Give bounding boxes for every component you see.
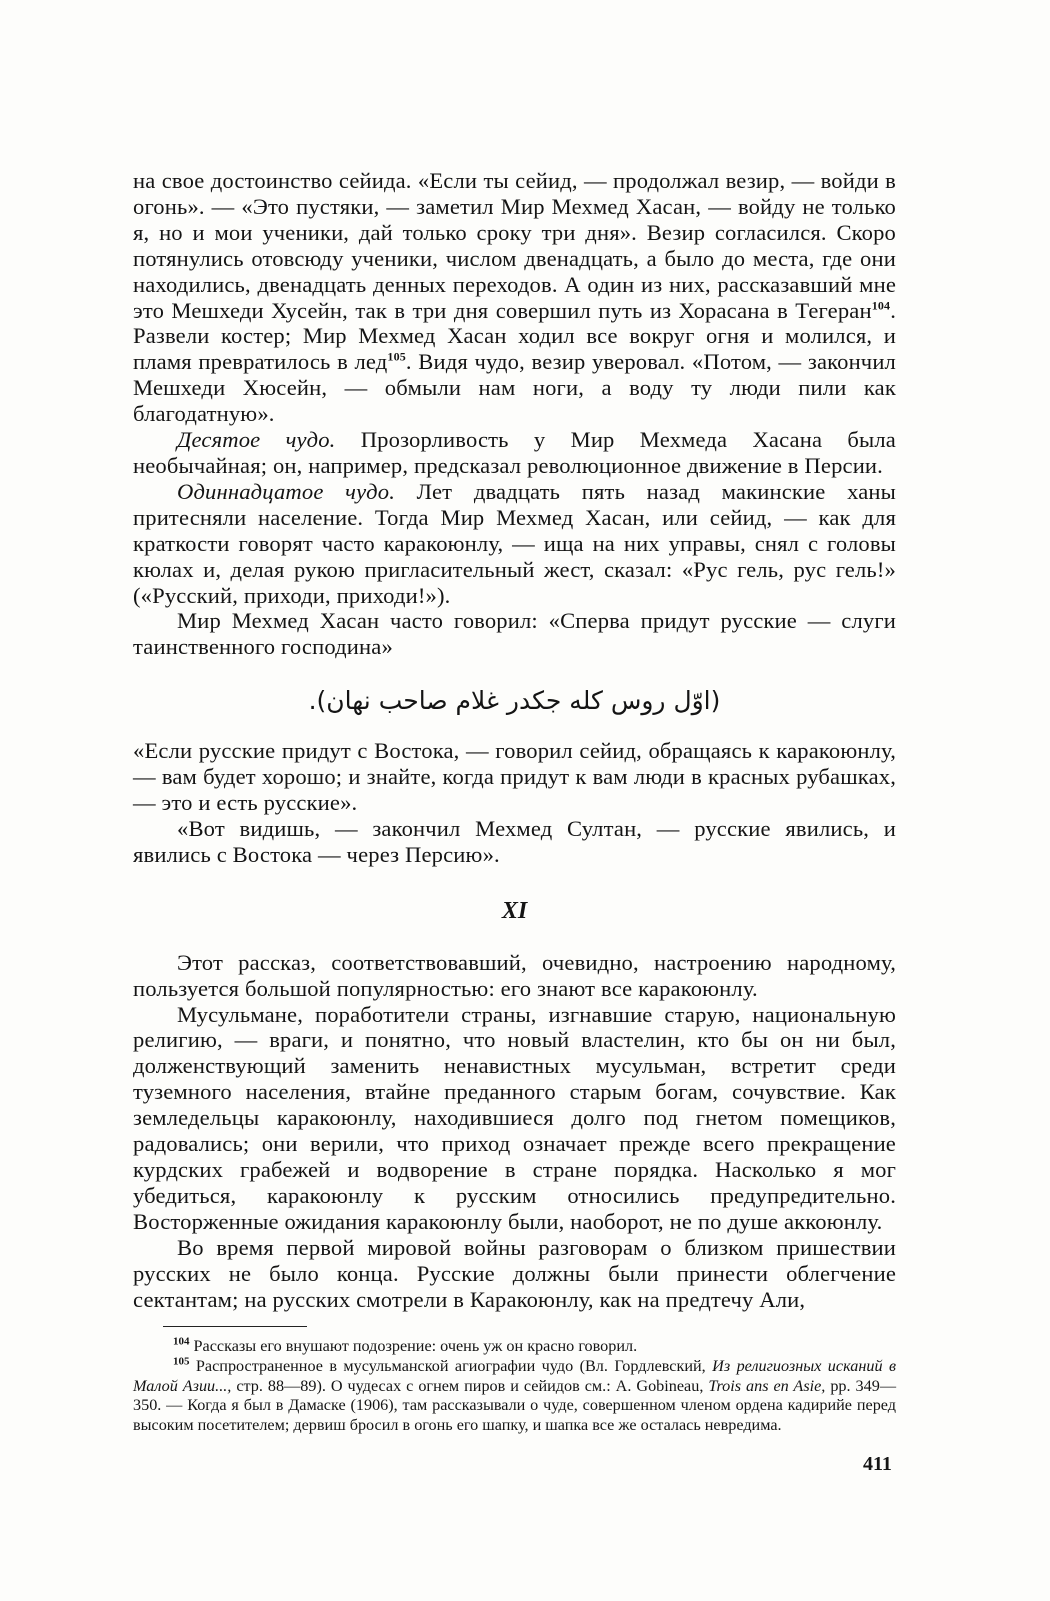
miracle-label: Одиннадцатое чудо. <box>177 478 396 504</box>
text-run: на свое достоинство сейида. «Если ты сейид, — продолжал везир, — войди в огонь». — «Это пустяки, — заметил Мир Мехмед Хасан, — войду не только я, но и мои ученики, дай только сроку три дня». Везир согласился. Скоро потянулись отовсюду ученики, числом двенадцать, а было до места, где они находились, двенадцать денных переходов. А один из них, рассказавший мне это Мешхеди Хусейн, так в три дня совершил путь из Хорасана в Тегеран <box>133 168 896 323</box>
footnote-number: 105 <box>173 1355 190 1368</box>
section-heading: XI <box>501 897 528 924</box>
footnote-text: Распространенное в мусульманской агиографии чудо (Вл. Гордлевский, <box>195 1357 713 1376</box>
miracle-label: Десятое чудо. <box>177 427 336 453</box>
text-column <box>133 168 896 1435</box>
page-number: 411 <box>863 1453 892 1475</box>
footnote-text: pp. 349—350. — Когда я был в Дамаске (1906), там рассказывали о чуде, совершенном членом ордена кадирийе перед высоким посетителем; дервиш бросил в огонь его шапку, и шапка все же осталась невредима. <box>133 1376 897 1434</box>
paragraph-prophecy: Мир Мехмед Хасан часто говорил: «Сперва придут русские — слуги таинственного господина» <box>133 608 896 660</box>
footnote-104 <box>133 1337 896 1357</box>
arabic-quote: (اوّل روس کله جکدر غلام صاحب نهان). <box>308 686 721 716</box>
paragraph-popularity: Этот рассказ, соответствовавший, очевидно, настроению народному, пользуется большой популярностью: его знают все каракоюнлу. <box>133 949 896 1001</box>
footnote-text: Рассказы его внушают подозрение: очень уж он красно говорил. <box>193 1337 638 1356</box>
text-run: . Видя чудо, везир уверовал. «Потом, — закончил Мешхеди Хюсейн, — обмыли нам ноги, а воду ту люди пили как благодатную». <box>133 349 896 427</box>
text-run: . Развели костер; Мир Мехмед Хасан ходил все вокруг огня и молился, и пламя превратилось в лед <box>133 297 896 375</box>
footnote-title: Из религиозных исканий в Малой Азии..., <box>133 1357 897 1395</box>
footnote-number: 104 <box>173 1336 190 1349</box>
footnote-text: стр. 88—89). О чудесах с огнем пиров и сейидов см.: A. Gobineau, <box>231 1376 709 1395</box>
text-run: Прозорливость у Мир Мехмеда Хасана была необычайная; он, например, предсказал революционное движение в Персии. <box>133 427 896 478</box>
footnote-105 <box>133 1357 896 1435</box>
text-run: Лет двадцать пять назад макинские ханы притесняли население. Тогда Мир Мехмед Хасан, или сейид, — как для краткости говорят часто каракоюнлу, — ища на них управы, снял с головы кюлах и, делая рукою пригласительный жест, сказал: «Рус гель, рус гель!» («Русский, приходи, приходи!»). <box>133 478 896 608</box>
footnote-ref-104[interactable]: 104 <box>871 298 891 312</box>
paragraph-world-war: Во время первой мировой войны разговорам о близком пришествии русских не было конца. Русские должны были принести облегчение сектантам; на русских смотрели в Каракоюнлу, как на предтечу Али, <box>133 1234 896 1312</box>
footnote-ref-105[interactable]: 105 <box>387 349 406 364</box>
paragraph-continuation <box>133 168 896 427</box>
paragraph-eleventh-miracle <box>133 479 896 609</box>
footnote-divider <box>163 1326 307 1327</box>
paragraph-tenth-miracle <box>133 427 896 479</box>
paragraph-prophecy-continued: «Если русские придут с Востока, — говорил сейид, обращаясь к каракоюнлу, — вам будет хорошо; и знайте, когда придут к вам люди в красных рубашках, — это и есть русские». <box>133 738 896 816</box>
footnote-title: Trois ans en Asie, <box>708 1376 826 1395</box>
paragraph-sultan-quote: «Вот видишь, — закончил Мехмед Султан, — русские явились, и явились с Востока — через Персию». <box>133 815 896 867</box>
paragraph-muslims: Мусульмане, поработители страны, изгнавшие старую, национальную религию, — враги, и понятно, что новый властелин, кто бы он ни был, долженствующий заменить ненавистных мусульман, встретит среди туземного населения, втайне преданного старым богам, сочувствие. Как земледельцы каракоюнлу, находившиеся долго под гнетом помещиков, радовались; они верили, что приход означает прежде всего прекращение курдских грабежей и водворение в стране порядка. Насколько я мог убедиться, каракоюнлу к русским относились предупредительно. Восторженные ожидания каракоюнлу были, наоборот, не по душе аккоюнлу. <box>133 1001 896 1234</box>
